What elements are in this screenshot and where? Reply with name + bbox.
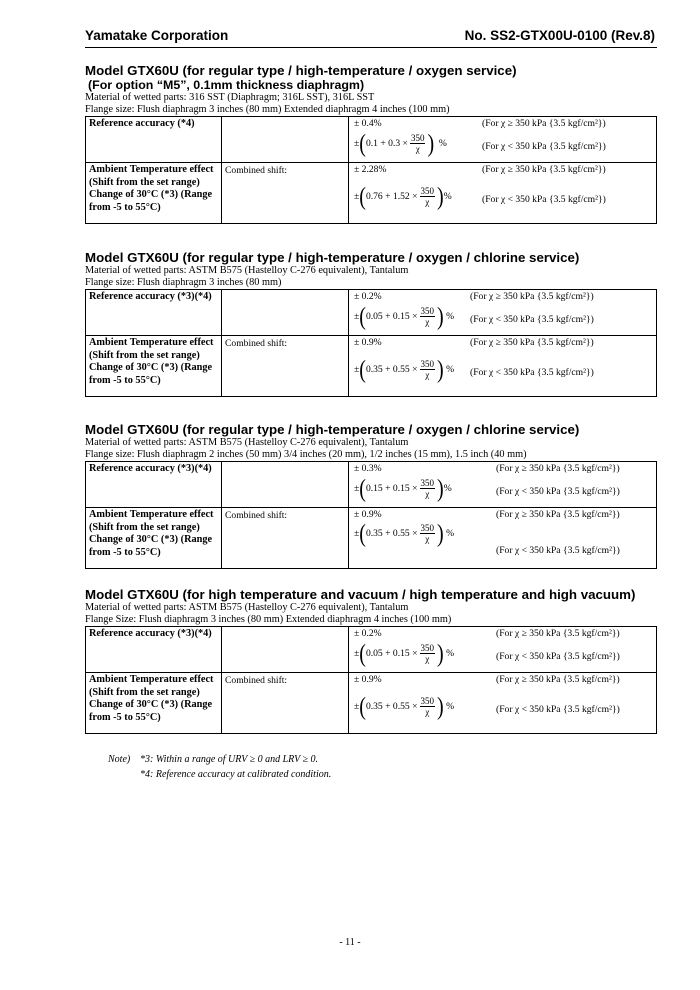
row-values [349, 117, 657, 163]
condition-high: (For χ ≥ 350 kPa {3.5 kgf/cm²}) [482, 118, 606, 129]
section-title: Model GTX60U (for high temperature and vacuum / high temperature and high vacuum) [85, 587, 636, 602]
table-row [86, 290, 657, 336]
accuracy-percent: ± 0.3% [354, 463, 382, 474]
material-line: Material of wetted parts: 316 SST (Diaphragm; 316L SST), 316L SST [85, 92, 375, 103]
spec-table [85, 461, 657, 569]
condition-low: (For χ < 350 kPa {3.5 kgf/cm²}) [496, 704, 620, 715]
material-line: Material of wetted parts: ASTM B575 (Hastelloy C-276 equivalent), Tantalum [85, 602, 409, 613]
condition-high: (For χ ≥ 350 kPa {3.5 kgf/cm²}) [496, 509, 620, 520]
row-label: Reference accuracy (*4) [86, 117, 222, 163]
table-row [86, 508, 657, 569]
table-row [86, 117, 657, 163]
material-line: Material of wetted parts: ASTM B575 (Hastelloy C-276 equivalent), Tantalum [85, 437, 409, 448]
condition-high: (For χ ≥ 350 kPa {3.5 kgf/cm²}) [496, 674, 620, 685]
table-row [86, 673, 657, 734]
shift-formula: ± ( 0.35 + 0.55 × $\frac{350}{\chi}$ ) % [354, 355, 455, 384]
row-values [349, 336, 657, 397]
shift-formula: ± ( 0.76 + 1.52 × $\frac{350}{\chi}$ ) % [354, 182, 452, 211]
accuracy-percent: ± 0.2% [354, 628, 382, 639]
material-line: Material of wetted parts: ASTM B575 (Hastelloy C-276 equivalent), Tantalum [85, 265, 409, 276]
accuracy-formula: ± ( 0.05 + 0.15 × $\frac{350}{\chi}$ ) % [354, 302, 455, 331]
row-method: Combined shift: [222, 163, 349, 224]
section-title: Model GTX60U (for regular type / high-temperature / oxygen / chlorine service) [85, 422, 580, 437]
condition-high: (For χ ≥ 350 kPa {3.5 kgf/cm²}) [496, 628, 620, 639]
accuracy-formula: ± ( 0.05 + 0.15 × $\frac{350}{\chi}$ ) % [354, 639, 455, 668]
spec-table [85, 116, 657, 224]
spec-section-2 [85, 250, 657, 397]
spec-table [85, 289, 657, 397]
section-title: Model GTX60U (for regular type / high-temperature / oxygen service) [85, 63, 517, 78]
table-row [86, 462, 657, 508]
spec-section-1 [85, 63, 657, 224]
condition-high: (For χ ≥ 350 kPa {3.5 kgf/cm²}) [496, 463, 620, 474]
condition-high: (For χ ≥ 350 kPa {3.5 kgf/cm²}) [470, 291, 594, 302]
flange-line: Flange size: Flush diaphragm 2 inches (50 mm) 3/4 inches (20 mm), 1/2 inches (15 mm), 1.5 inch (40 mm) [85, 449, 527, 460]
condition-high: (For χ ≥ 350 kPa {3.5 kgf/cm²}) [470, 337, 594, 348]
row-values [349, 627, 657, 673]
row-label: Ambient Temperature effect (Shift from the set range) Change of 30°C (*3) (Range from -5 to 55°C) [86, 163, 222, 224]
accuracy-percent: ± 0.2% [354, 291, 382, 302]
flange-line: Flange Size: Flush diaphragm 3 inches (80 mm) Extended diaphragm 4 inches (100 mm) [85, 614, 452, 625]
condition-low: (For χ < 350 kPa {3.5 kgf/cm²}) [496, 486, 620, 497]
row-method: Combined shift: [222, 508, 349, 569]
note-4: *4: Reference accuracy at calibrated condition. [140, 769, 332, 780]
row-label: Ambient Temperature effect (Shift from the set range) Change of 30°C (*3) (Range from -5 to 55°C) [86, 508, 222, 569]
page-header [85, 27, 657, 48]
condition-low: (For χ < 350 kPa {3.5 kgf/cm²}) [470, 367, 594, 378]
spec-section-4 [85, 587, 657, 734]
row-values [349, 290, 657, 336]
condition-low: (For χ < 350 kPa {3.5 kgf/cm²}) [496, 651, 620, 662]
row-method [222, 627, 349, 673]
note-prefix: Note) [108, 754, 131, 765]
shift-formula: ± ( 0.35 + 0.55 × $\frac{350}{\chi}$ ) % [354, 692, 455, 721]
spec-table [85, 626, 657, 734]
flange-line: Flange size: Flush diaphragm 3 inches (80 mm) Extended diaphragm 4 inches (100 mm) [85, 104, 450, 115]
row-values [349, 462, 657, 508]
row-label: Reference accuracy (*3)(*4) [86, 627, 222, 673]
note-3: *3: Within a range of URV ≥ 0 and LRV ≥ 0. [140, 754, 319, 765]
shift-percent: ± 0.9% [354, 509, 382, 520]
row-method [222, 290, 349, 336]
row-values [349, 673, 657, 734]
condition-high: (For χ ≥ 350 kPa {3.5 kgf/cm²}) [482, 164, 606, 175]
section-title: Model GTX60U (for regular type / high-temperature / oxygen / chlorine service) [85, 250, 580, 265]
spec-section-3 [85, 422, 657, 569]
row-method: Combined shift: [222, 336, 349, 397]
row-label: Reference accuracy (*3)(*4) [86, 290, 222, 336]
row-method [222, 117, 349, 163]
accuracy-formula: ± ( 0.1 + 0.3 × $\frac{350}{\chi}$ ) % [354, 129, 447, 158]
document-number: No. SS2-GTX00U-0100 (Rev.8) [464, 28, 655, 43]
flange-line: Flange size: Flush diaphragm 3 inches (80 mm) [85, 277, 282, 288]
row-values [349, 508, 657, 569]
table-row [86, 627, 657, 673]
row-label: Ambient Temperature effect (Shift from the set range) Change of 30°C (*3) (Range from -5 to 55°C) [86, 673, 222, 734]
table-row [86, 336, 657, 397]
accuracy-percent: ± 0.4% [354, 118, 382, 129]
condition-low: (For χ < 350 kPa {3.5 kgf/cm²}) [470, 314, 594, 325]
row-values [349, 163, 657, 224]
row-method [222, 462, 349, 508]
row-label: Reference accuracy (*3)(*4) [86, 462, 222, 508]
shift-formula: ± ( 0.35 + 0.55 × $\frac{350}{\chi}$ ) % [354, 519, 455, 548]
shift-percent: ± 2.28% [354, 164, 387, 175]
company-name: Yamatake Corporation [85, 28, 229, 43]
accuracy-formula: ± ( 0.15 + 0.15 × $\frac{350}{\chi}$ ) % [354, 474, 452, 503]
shift-percent: ± 0.9% [354, 337, 382, 348]
condition-low: (For χ < 350 kPa {3.5 kgf/cm²}) [496, 545, 620, 556]
row-label: Ambient Temperature effect (Shift from the set range) Change of 30°C (*3) (Range from -5 to 55°C) [86, 336, 222, 397]
condition-low: (For χ < 350 kPa {3.5 kgf/cm²}) [482, 141, 606, 152]
condition-low: (For χ < 350 kPa {3.5 kgf/cm²}) [482, 194, 606, 205]
table-row [86, 163, 657, 224]
row-method: Combined shift: [222, 673, 349, 734]
shift-percent: ± 0.9% [354, 674, 382, 685]
section-subtitle: (For option “M5”, 0.1mm thickness diaphragm) [88, 78, 365, 92]
page-number: - 11 - [339, 937, 361, 948]
